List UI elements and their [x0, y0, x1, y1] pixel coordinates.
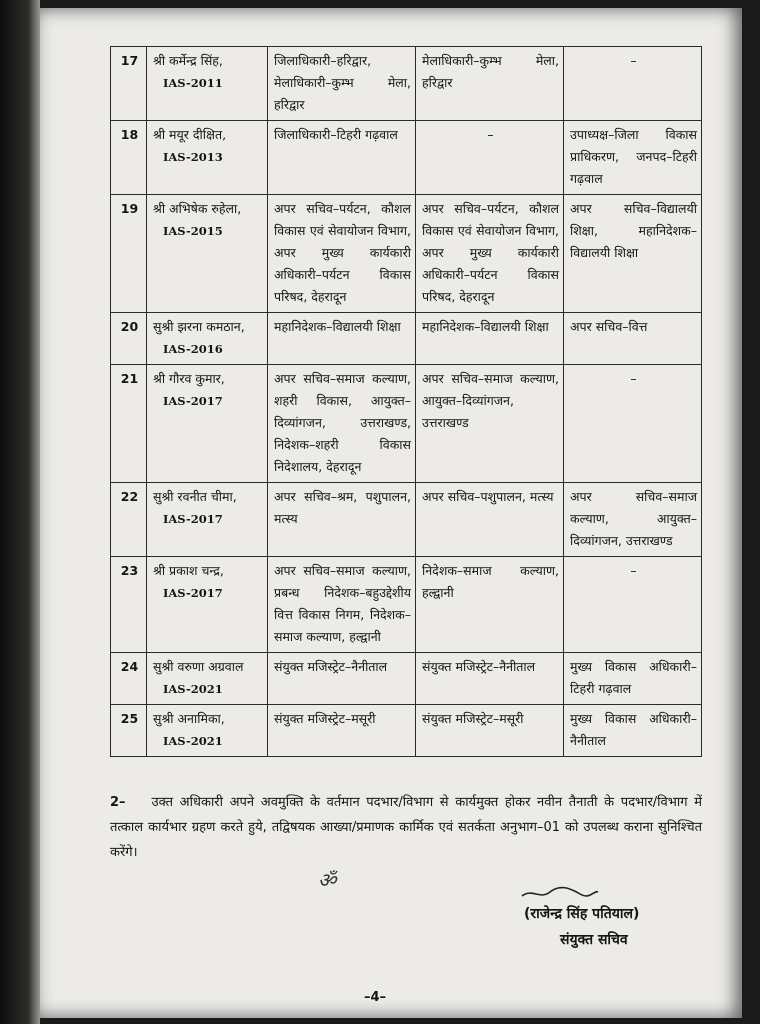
table-row: [111, 365, 702, 483]
officer-name: सुश्री रवनीत चीमा,: [153, 489, 237, 504]
new-posting-cell: मेलाधिकारी–कुम्भ मेला, हरिद्वार: [416, 47, 564, 121]
serial-number-cell: 21: [111, 365, 147, 483]
officer-name: सुश्री झरना कमठान,: [153, 319, 245, 334]
officer-name-cell: [147, 195, 268, 313]
transfer-table: [110, 46, 702, 757]
officer-name-cell: [147, 365, 268, 483]
officer-name-cell: [147, 705, 268, 757]
service-batch: IAS-2015: [163, 224, 223, 238]
signatory-name: (राजेन्द्र सिंह पतियाल): [524, 906, 640, 922]
additional-charge-cell: अपर सचिव–वित्त: [564, 313, 702, 365]
service-batch: IAS-2017: [163, 512, 223, 526]
new-posting-cell: –: [416, 121, 564, 195]
current-post-cell: जिलाधिकारी–हरिद्वार, मेलाधिकारी–कुम्भ मेला, हरिद्वार: [268, 47, 416, 121]
officer-name: सुश्री वरुणा अग्रवाल: [153, 659, 244, 674]
officer-name: श्री गौरव कुमार,: [153, 371, 225, 386]
officer-name-cell: [147, 557, 268, 653]
new-posting-cell: अपर सचिव–पशुपालन, मत्स्य: [416, 483, 564, 557]
additional-charge-cell: अपर सचिव–विद्यालयी शिक्षा, महानिदेशक–विद्यालयी शिक्षा: [564, 195, 702, 313]
officer-name-cell: [147, 483, 268, 557]
service-batch: IAS-2021: [163, 734, 223, 748]
handwritten-initial: ॐ: [318, 868, 337, 892]
serial-number-cell: 17: [111, 47, 147, 121]
additional-charge-cell: –: [564, 557, 702, 653]
service-batch: IAS-2017: [163, 394, 223, 408]
signature-scribble: [520, 886, 600, 900]
officer-name-cell: [147, 313, 268, 365]
paragraph-text: उक्त अधिकारी अपने अवमुक्ति के वर्तमान पदभार/विभाग से कार्यमुक्त होकर नवीन तैनाती के पदभार/विभाग में तत्काल कार्यभार ग्रहण करते हुये, तद्विषयक आख्या/प्रमाणक कार्मिक एवं सतर्कता अनुभाग–01 को उपलब्ध कराना सुनिश्चित करेंगे।: [110, 795, 702, 860]
page-number: –4–: [364, 990, 387, 1005]
additional-charge-cell: –: [564, 47, 702, 121]
signatory-designation: संयुक्त सचिव: [560, 932, 628, 948]
serial-number-cell: 20: [111, 313, 147, 365]
table-row: [111, 121, 702, 195]
serial-number-cell: 24: [111, 653, 147, 705]
new-posting-cell: संयुक्त मजिस्ट्रेट–मसूरी: [416, 705, 564, 757]
serial-number-cell: 25: [111, 705, 147, 757]
additional-charge-cell: अपर सचिव–समाज कल्याण, आयुक्त–दिव्यांगजन, उत्तराखण्ड: [564, 483, 702, 557]
additional-charge-cell: उपाध्यक्ष–जिला विकास प्राधिकरण, जनपद–टिहरी गढ़वाल: [564, 121, 702, 195]
current-post-cell: अपर सचिव–समाज कल्याण, प्रबन्ध निदेशक–बहुउद्देशीय वित्त विकास निगम, निदेशक–समाज कल्याण, हल्द्वानी: [268, 557, 416, 653]
new-posting-cell: संयुक्त मजिस्ट्रेट–नैनीताल: [416, 653, 564, 705]
serial-number-cell: 22: [111, 483, 147, 557]
table-row: [111, 47, 702, 121]
current-post-cell: संयुक्त मजिस्ट्रेट–मसूरी: [268, 705, 416, 757]
current-post-cell: अपर सचिव–समाज कल्याण, शहरी विकास, आयुक्त–दिव्यांगजन, उत्तराखण्ड, निदेशक–शहरी विकास निदेशालय, देहरादून: [268, 365, 416, 483]
officer-name: श्री अभिषेक रुहेला,: [153, 201, 242, 216]
service-batch: IAS-2021: [163, 682, 223, 696]
table-row: [111, 653, 702, 705]
officer-name: श्री प्रकाश चन्द्र,: [153, 563, 224, 578]
current-post-cell: महानिदेशक–विद्यालयी शिक्षा: [268, 313, 416, 365]
current-post-cell: अपर सचिव–पर्यटन, कौशल विकास एवं सेवायोजन विभाग, अपर मुख्य कार्यकारी अधिकारी–पर्यटन विकास परिषद, देहरादून: [268, 195, 416, 313]
serial-number-cell: 23: [111, 557, 147, 653]
new-posting-cell: अपर सचिव–समाज कल्याण, आयुक्त–दिव्यांगजन, उत्तराखण्ड: [416, 365, 564, 483]
additional-charge-cell: –: [564, 365, 702, 483]
additional-charge-cell: मुख्य विकास अधिकारी–नैनीताल: [564, 705, 702, 757]
current-post-cell: संयुक्त मजिस्ट्रेट–नैनीताल: [268, 653, 416, 705]
table-row: [111, 483, 702, 557]
officer-name-cell: [147, 47, 268, 121]
page-shadow-edge: [0, 0, 40, 1024]
officer-name-cell: [147, 121, 268, 195]
paragraph-number: 2–: [110, 795, 126, 810]
table-row: [111, 557, 702, 653]
officer-name-cell: [147, 653, 268, 705]
new-posting-cell: निदेशक–समाज कल्याण, हल्द्वानी: [416, 557, 564, 653]
service-batch: IAS-2013: [163, 150, 223, 164]
serial-number-cell: 18: [111, 121, 147, 195]
officer-name: श्री कर्मेन्द्र सिंह,: [153, 53, 223, 68]
instruction-paragraph: [110, 790, 702, 865]
new-posting-cell: महानिदेशक–विद्यालयी शिक्षा: [416, 313, 564, 365]
current-post-cell: अपर सचिव–श्रम, पशुपालन, मत्स्य: [268, 483, 416, 557]
service-batch: IAS-2017: [163, 586, 223, 600]
table-row: [111, 195, 702, 313]
officer-name: श्री मयूर दीक्षित,: [153, 127, 227, 142]
table-row: [111, 313, 702, 365]
service-batch: IAS-2016: [163, 342, 223, 356]
new-posting-cell: अपर सचिव–पर्यटन, कौशल विकास एवं सेवायोजन विभाग, अपर मुख्य कार्यकारी अधिकारी–पर्यटन विकास परिषद, देहरादून: [416, 195, 564, 313]
additional-charge-cell: मुख्य विकास अधिकारी–टिहरी गढ़वाल: [564, 653, 702, 705]
current-post-cell: जिलाधिकारी–टिहरी गढ़वाल: [268, 121, 416, 195]
service-batch: IAS-2011: [163, 76, 223, 90]
serial-number-cell: 19: [111, 195, 147, 313]
table-row: [111, 705, 702, 757]
officer-name: सुश्री अनामिका,: [153, 711, 225, 726]
